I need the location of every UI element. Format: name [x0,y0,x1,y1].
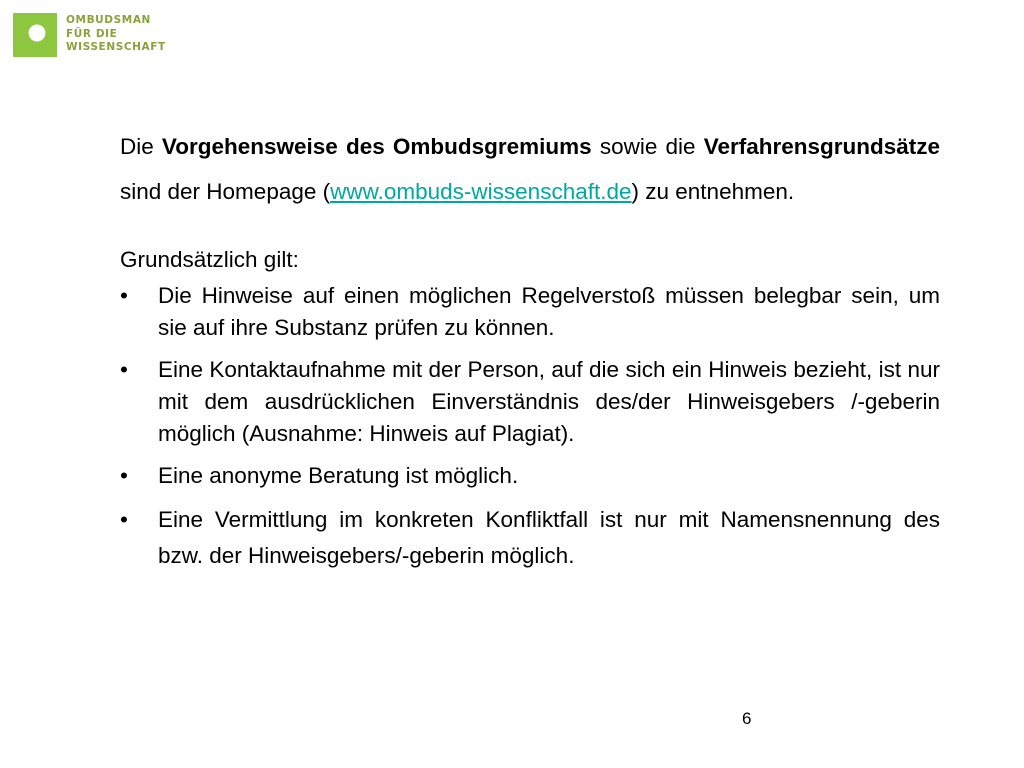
bullet-icon: • [120,507,128,532]
intro-text-4: ) zu entnehmen. [631,179,795,204]
logo-line-3: WISSENSCHAFT [66,41,166,53]
bullet-text: Die Hinweise auf einen möglichen Regelverstoß müssen belegbar sein, um sie auf ihre Substanz prüfen zu können. [158,283,940,340]
logo-line-2: FÜR DIE [66,27,118,40]
logo-line-1: OMBUDSMAN [66,14,151,26]
bullet-icon: • [120,283,128,308]
intro-text-3: sind der Homepage ( [120,179,331,204]
bullet-item [120,502,940,574]
intro-bold-principles: Verfahrensgrundsätze [703,134,941,159]
ombudsman-logo-icon [13,13,57,57]
page-number: 6 [742,709,752,728]
bullet-item [120,460,940,492]
lead-text: Grundsätzlich gilt: [120,247,299,272]
ombudsman-logo [13,13,166,57]
bullet-icon: • [120,357,128,382]
intro-paragraph [120,124,940,214]
bullet-item [120,280,940,344]
bullet-text: Eine Vermittlung im konkreten Konfliktfall ist nur mit Namensnennung des bzw. der Hinweisgebers/-geberin möglich. [158,507,940,568]
bullet-text: Eine anonyme Beratung ist möglich. [158,463,519,488]
bullet-item [120,354,940,450]
bullet-list [120,280,940,574]
bullet-icon: • [120,463,128,488]
logo-wordmark [66,14,166,55]
intro-text-1: Die [120,134,162,159]
intro-bold-procedure: Vorgehensweise des Ombudsgremiums [161,134,592,159]
intro-text-2: sowie die [591,134,704,159]
slide-content [120,124,940,584]
homepage-link[interactable]: www.ombuds-wissenschaft.de [330,179,632,204]
bullet-text: Eine Kontaktaufnahme mit der Person, auf die sich ein Hinweis bezieht, ist nur mit dem ausdrücklichen Einverständnis des/der Hinweisgebers /-geberin möglich (Ausnahme: Hinweis auf Plagiat). [158,357,940,446]
